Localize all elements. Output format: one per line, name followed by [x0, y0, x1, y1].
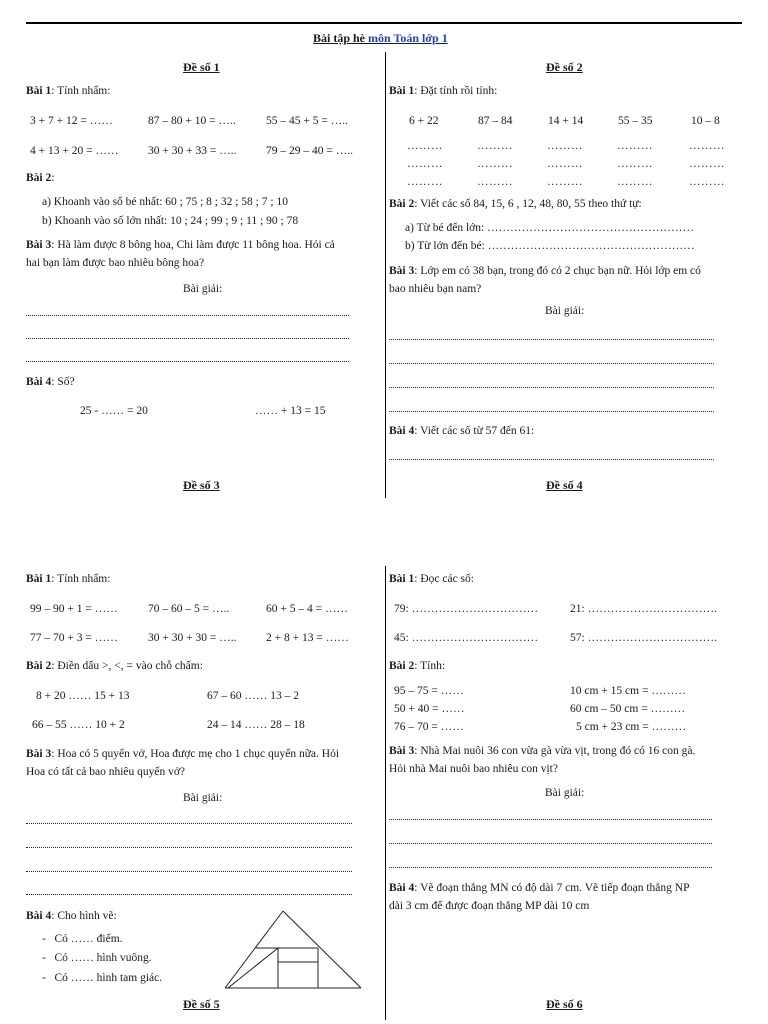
de4-bai4-text2: dài 3 cm để được đoạn thẳng MP dài 10 cm: [389, 900, 590, 912]
de3-answer-line[interactable]: [26, 894, 352, 895]
de2-dots[interactable]: ………: [407, 158, 443, 170]
de2-dots[interactable]: ………: [547, 158, 583, 170]
de1-answer-line[interactable]: [26, 361, 349, 362]
column-divider-bottom: [385, 566, 386, 1020]
de2-bai2-text: : Viết các số 84, 15, 6 , 12, 48, 80, 55 theo thứ tự:: [414, 198, 642, 210]
de2-dots[interactable]: ………: [407, 176, 443, 188]
de2-bai4-text: : Viết các số từ 57 đến 61:: [414, 425, 535, 437]
de1-bai2-b: b) Khoanh vào số lớn nhất: 10 ; 24 ; 99 ; 9 ; 11 ; 90 ; 78: [42, 215, 299, 227]
de2-bai1-text: : Đặt tính rồi tính:: [414, 85, 498, 97]
de4-answer-line[interactable]: [389, 819, 712, 820]
de2-answer-line[interactable]: [389, 459, 714, 460]
de2-dots[interactable]: ………: [547, 176, 583, 188]
de1-bai3-solution: Bài giải:: [183, 283, 223, 295]
de1-bai1-r2c2: 30 + 30 + 33 = …..: [148, 145, 237, 157]
de1-bai2-prompt: [26, 171, 54, 185]
de3-bai3-text1: : Hoa có 5 quyển vở, Hoa được mẹ cho 1 chục quyển nữa. Hỏi: [51, 748, 340, 760]
de4-bai2-right: 5 cm + 23 cm = ………: [576, 721, 687, 733]
de1-bai1-label: Bài 1: [26, 85, 52, 97]
de3-bai2-r1c1: 8 + 20 …… 15 + 13: [36, 690, 130, 702]
de4-bai2-text: : Tính:: [414, 660, 446, 672]
de1-bai2-a: a) Khoanh vào số bé nhất: 60 ; 75 ; 8 ; 32 ; 58 ; 7 ; 10: [42, 196, 288, 208]
de4-bai3-prompt: [389, 744, 695, 758]
bullet: -: [42, 933, 55, 945]
de6-heading: Đề số 6: [546, 997, 583, 1011]
de3-bai2-r2c2: 24 – 14 …… 28 – 18: [207, 719, 305, 731]
de2-bai2-prompt: [389, 197, 642, 211]
de2-dots[interactable]: ………: [617, 140, 653, 152]
de1-bai3-text1: : Hà làm được 8 bông hoa, Chi làm được 11 bông hoa. Hỏi cả: [51, 239, 335, 251]
de3-bai3-label: Bài 3: [26, 748, 52, 760]
de4-bai2-label: Bài 2: [389, 660, 415, 672]
de3-bai2-label: Bài 2: [26, 660, 52, 672]
de4-answer-line[interactable]: [389, 867, 712, 868]
de3-heading: Đề số 3: [183, 478, 220, 492]
de1-bai4-prompt: [26, 375, 75, 389]
de3-answer-line[interactable]: [26, 847, 352, 848]
de3-bai1-label: Bài 1: [26, 573, 52, 585]
de1-bai1-r1c2: 87 – 80 + 10 = …..: [148, 115, 236, 127]
de2-bai2-label: Bài 2: [389, 198, 415, 210]
de2-bai3-label: Bài 3: [389, 265, 415, 277]
de3-bai3-text2: Hoa có tất cả bao nhiêu quyển vở?: [26, 766, 186, 778]
de2-dots[interactable]: ………: [477, 176, 513, 188]
de3-answer-line[interactable]: [26, 823, 352, 824]
de4-bai3-text1: : Nhà Mai nuôi 36 con vừa gà vừa vịt, trong đó có 16 con gà.: [414, 745, 696, 757]
de4-bai3-solution: Bài giải:: [545, 787, 585, 799]
de2-dots[interactable]: ………: [617, 158, 653, 170]
de2-dots[interactable]: ………: [547, 140, 583, 152]
title-part-2: môn Toán lớp 1: [368, 31, 448, 45]
de3-bai1-r1c1: 99 – 90 + 1 = ……: [30, 603, 118, 615]
de3-bai4-item-text: Có …… điểm.: [54, 933, 123, 945]
de4-bai4-label: Bài 4: [389, 882, 415, 894]
de4-bai1-r1c1: 79: ……………………………: [394, 603, 539, 615]
de1-bai1-r1c1: 3 + 7 + 12 = ……: [30, 115, 113, 127]
de1-bai1-r1c3: 55 – 45 + 5 = …..: [266, 115, 348, 127]
de3-bai2-text: : Điền dấu >, <, = vào chỗ chấm:: [51, 660, 203, 672]
de1-heading: Đề số 1: [183, 60, 220, 74]
de2-dots[interactable]: ………: [689, 158, 725, 170]
de4-bai2-left: 50 + 40 = ……: [394, 703, 465, 715]
page-title: [313, 31, 448, 46]
de2-bai4-prompt: [389, 424, 534, 438]
de3-bai1-r1c2: 70 – 60 – 5 = …..: [148, 603, 230, 615]
de3-bai4-item: [42, 971, 162, 985]
de2-dots[interactable]: ………: [689, 140, 725, 152]
bullet: -: [42, 952, 55, 964]
de3-bai1-r2c3: 2 + 8 + 13 = ……: [266, 632, 349, 644]
de4-answer-line[interactable]: [389, 843, 712, 844]
de4-bai1-r2c2: 57: …………………………….: [570, 632, 717, 644]
de3-bai3-prompt: [26, 747, 339, 761]
triangle-left-edge: [225, 911, 283, 988]
de3-bai1-r2c1: 77 – 70 + 3 = ……: [30, 632, 118, 644]
de2-bai1-label: Bài 1: [389, 85, 415, 97]
de2-bai1-item: 14 + 14: [548, 115, 584, 127]
de3-bai4-label: Bài 4: [26, 910, 52, 922]
de5-heading: Đề số 5: [183, 997, 220, 1011]
de4-bai2-prompt: [389, 659, 445, 673]
de2-answer-line[interactable]: [389, 387, 714, 388]
de2-answer-line[interactable]: [389, 339, 714, 340]
de4-bai2-right: 10 cm + 15 cm = ………: [570, 685, 686, 697]
de2-bai1-item: 87 – 84: [478, 115, 513, 127]
bullet: -: [42, 972, 55, 984]
de4-bai3-label: Bài 3: [389, 745, 415, 757]
de1-bai4-expr2: …… + 13 = 15: [255, 405, 326, 417]
de2-heading: Đề số 2: [546, 60, 583, 74]
de4-heading: Đề số 4: [546, 478, 583, 492]
de2-bai3-solution: Bài giải:: [545, 305, 585, 317]
de3-bai2-r2c1: 66 – 55 …… 10 + 2: [32, 719, 125, 731]
de3-bai4-text: : Cho hình vẽ:: [51, 910, 117, 922]
de2-dots[interactable]: ………: [477, 140, 513, 152]
de4-bai1-label: Bài 1: [389, 573, 415, 585]
title-part-1: Bài tập hè: [313, 31, 369, 45]
de2-dots[interactable]: ………: [407, 140, 443, 152]
de1-bai1-r2c3: 79 – 29 – 40 = …..: [266, 145, 353, 157]
de1-bai3-label: Bài 3: [26, 239, 52, 251]
de4-bai1-r2c1: 45: ……………………………: [394, 632, 539, 644]
de2-dots[interactable]: ………: [689, 176, 725, 188]
de4-bai1-prompt: [389, 572, 474, 586]
de2-bai2-a: a) Từ bé đến lớn: ………………………………………………: [405, 222, 695, 234]
de4-bai2-left: 95 – 75 = ……: [394, 685, 464, 697]
de4-bai1-r1c2: 21: …………………………….: [570, 603, 717, 615]
de1-bai3-prompt: [26, 238, 335, 252]
de3-bai2-prompt: [26, 659, 203, 673]
de4-bai1-text: : Đọc các số:: [414, 573, 474, 585]
de2-bai3-text2: bao nhiêu bạn nam?: [389, 283, 482, 295]
de2-bai1-item: 6 + 22: [409, 115, 439, 127]
de1-bai4-label: Bài 4: [26, 376, 52, 388]
de4-bai4-prompt: [389, 881, 689, 895]
de3-bai4-item: [42, 932, 123, 946]
de2-dots[interactable]: ………: [477, 158, 513, 170]
de4-bai4-text1: : Vẽ đoạn thẳng MN có độ dài 7 cm. Vẽ tiếp đoạn thẳng NP: [414, 882, 690, 894]
de1-bai3-text2: hai bạn làm được bao nhiêu bông hoa?: [26, 257, 205, 269]
de1-answer-line[interactable]: [26, 315, 349, 316]
de3-bai4-item-text: Có …… hình tam giác.: [54, 972, 163, 984]
de2-bai2-b: b) Từ lớn đến bé: ………………………………………………: [405, 240, 695, 252]
de3-bai2-r1c2: 67 – 60 …… 13 – 2: [207, 690, 299, 702]
de3-answer-line[interactable]: [26, 871, 352, 872]
top-rule: [26, 22, 742, 24]
de2-bai1-prompt: [389, 84, 497, 98]
de1-bai4-text: : Số?: [51, 376, 75, 388]
de3-bai3-solution: Bài giải:: [183, 792, 223, 804]
de1-bai2-text: :: [51, 172, 55, 184]
de3-bai4-prompt: [26, 909, 117, 923]
de4-bai2-left: 76 – 70 = ……: [394, 721, 464, 733]
de1-bai4-expr1: 25 - …… = 20: [80, 405, 148, 417]
de3-bai1-prompt: [26, 572, 110, 586]
de2-bai3-prompt: [389, 264, 701, 278]
de1-bai1-prompt: [26, 84, 110, 98]
de4-bai2-right: 60 cm – 50 cm = ………: [570, 703, 686, 715]
de2-bai1-item: 55 – 35: [618, 115, 653, 127]
de2-bai3-text1: : Lớp em có 38 bạn, trong đó có 2 chục bạn nữ. Hỏi lớp em có: [414, 265, 701, 277]
de2-answer-line[interactable]: [389, 363, 714, 364]
de1-bai2-label: Bài 2: [26, 172, 52, 184]
de2-bai1-item: 10 – 8: [691, 115, 720, 127]
de1-answer-line[interactable]: [26, 338, 349, 339]
de3-bai1-r2c2: 30 + 30 + 30 = …..: [148, 632, 237, 644]
de2-bai4-label: Bài 4: [389, 425, 415, 437]
de2-answer-line[interactable]: [389, 411, 714, 412]
de3-bai4-item-text: Có …… hình vuông.: [54, 952, 152, 964]
de4-bai3-text2: Hỏi nhà Mai nuôi bao nhiêu con vịt?: [389, 763, 558, 775]
de3-bai1-r1c3: 60 + 5 – 4 = ……: [266, 603, 348, 615]
de1-bai1-r2c1: 4 + 13 + 20 = ……: [30, 145, 119, 157]
column-divider-top: [385, 52, 386, 498]
triangle-figure: [220, 908, 366, 992]
inner-diagonal: [228, 948, 278, 988]
de2-dots[interactable]: ………: [617, 176, 653, 188]
de3-bai4-item: [42, 951, 152, 965]
triangle-right-edge: [283, 911, 361, 988]
de1-bai1-text: : Tính nhẩm:: [51, 85, 111, 97]
de3-bai1-text: : Tính nhẩm:: [51, 573, 111, 585]
